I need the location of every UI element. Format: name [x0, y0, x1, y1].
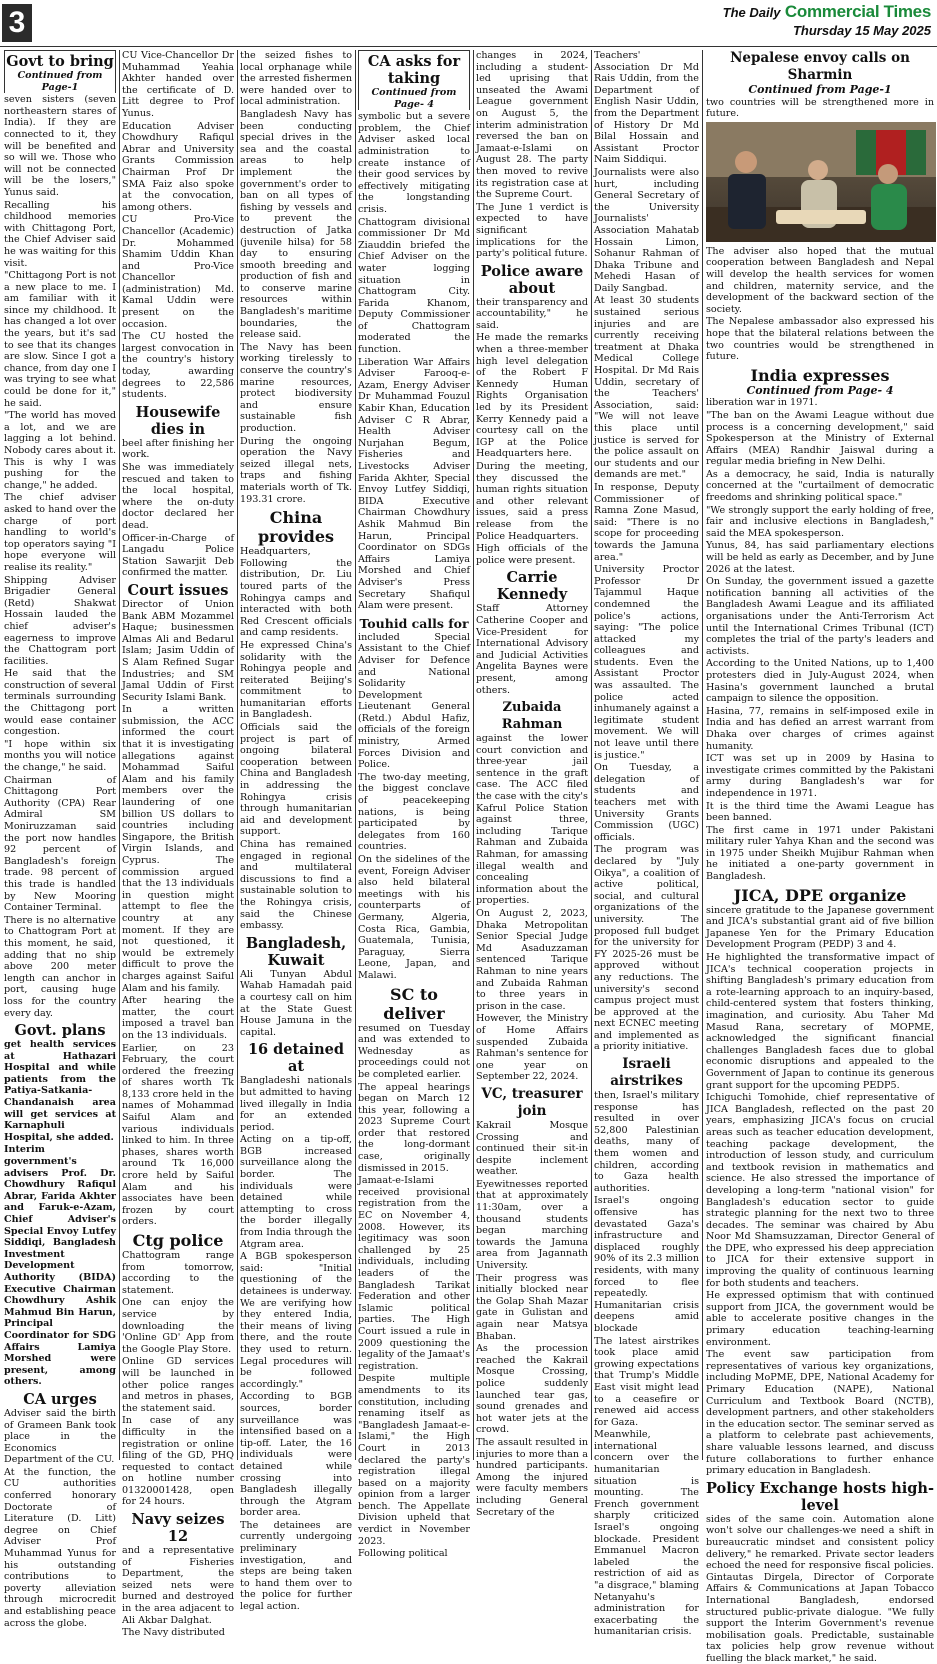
article-paragraph: sides of the same coin. Automation alone won't solve our challenges-we need a shift in bureaucratic mindset and consistent policy delivery," he remarked. Private sector leaders echoed the need for responsive fiscal policies. Gintautas Dirgela, Director of Corporate Affairs & Communications at Japan Tobacco International Bangladesh, endorsed structured public-private dialogue. "We fully support the Interim Government's revenue mobilisation goals. Predictable, sustainable tax policies help grow revenue without fuelling the black market," he said. — [706, 1513, 934, 1664]
article-nepalese-envoy-lead: two countries will be strengthened more in future. — [706, 96, 934, 120]
article-paragraph: The latest airstrikes took place amid growing expectations that Trump's Middle East visit might lead to a ceasefire or renewed aid access for Gaza. — [594, 1335, 699, 1428]
article-bangladesh-kuwait-body — [240, 969, 352, 1039]
article-paragraph: "The ban on the Awami League without due process is a concerning development," said Spokesperson at the Ministry of External Affairs (MEA) Randhir Jaiswal during a regular media briefing in New Delhi. — [706, 409, 934, 468]
article-paragraph: Officials said the project is part of ongoing bilateral cooperation between China and Bangladesh in addressing the Rohingya crisis through humanitarian aid and development support. — [240, 722, 352, 838]
article-paragraph: At the function, the CU authorities conferred honorary Doctorate of Literature (D. Litt) degree on Chief Adviser Prof Muhammad Yunus for his outstanding contributions to poverty alleviation through microcredit and establishing peace across the globe. — [4, 1466, 116, 1629]
column-rule — [591, 50, 592, 1460]
column-5 — [476, 50, 588, 1518]
article-paragraph: The event saw participation from representatives of various key organizations, including MoPME, DPE, National Academy for Primary Education (NAPE), National Curriculum and Textbook Board (NCTB), development partners, and other stakeholders in the education sector. The seminar served as a platform to celebrate past achievements, share valuable lessons learned, and discuss future collaborations to further enhance primary education in Bangladesh. — [706, 1349, 934, 1477]
article-vc-treasurer-join-cont-body — [594, 50, 699, 1053]
article-paragraph: One can enjoy the service by downloading the 'Online GD' App from the Google Play Store. — [122, 1297, 234, 1355]
headline-israeli-airstrikes: Israeli airstrikes — [610, 1056, 683, 1090]
article-paragraph: In a written submission, the ACC informed the court that it is investigating allegations against Mohammad Saiful Alam and his family members over the laundering of one billion US dollars to countries including Singapore, the British Virgin Islands, and Cyprus. The commission argued that the 13 individuals in question might attempt to flee the country at any moment. If they are not questioned, it would be extremely difficult to prove the charges against Saiful Alam and his family. — [122, 704, 234, 994]
article-zubaida-rahman-body — [476, 733, 588, 1083]
headline-bangladesh-kuwait: Bangladesh, Kuwait — [245, 934, 347, 969]
article-paragraph: against the lower court conviction and three-year jail sentence in the graft case. The ACC filed the case with the city's Kafrul Police Station against three, including Tarique Rahman and Zubaida Rahman, for amassing illegal wealth and concealing information about the properties. — [476, 733, 588, 907]
article-paragraph: "The world has moved a lot, and we are lagging a lot behind. Nobody cares about it. This is why I was pushing for the change," he added. — [4, 410, 116, 491]
article-paragraph: He made the remarks when a three-member high level delegation of the Robert F Kennedy Human Rights Organisation led by its President Kerry Kennedy paid a courtesy call on the IGP at the Police Headquarters here. — [476, 332, 588, 460]
article-16-detained-body — [240, 1075, 352, 1612]
article-housewife-dies-body — [122, 438, 234, 579]
column-3 — [240, 50, 352, 1613]
article-paragraph: Earlier, on 23 February, the court ordered the freezing of shares worth Tk 8,133 crore held in the names of Mohammad Saiful Alam and various individuals linked to him. In three phases, shares worth around Tk 16,000 crore held by Saiful Alam and his associates have been frozen by court orders. — [122, 1042, 234, 1228]
article-paragraph: Chattogram range from tomorrow, according to the statement. — [122, 1250, 234, 1296]
article-paragraph: included Special Assistant to the Chief Adviser for Defence and National Solidarity Development Lieutenant General (Retd.) Abdul Hafiz, officials of the foreign ministry, Armed Forces Division and Police. — [358, 631, 470, 771]
continued-label: Continued from Page-1 — [17, 70, 103, 93]
article-paragraph: seven sisters (seven northeastern stares of India). If they are connected to it, they will be benefited and so will we. Those who will not be connected will be the losers," Yunus said. — [4, 94, 116, 198]
article-paragraph: He expressed optimism that with continued support from JICA, the government would be able to accelerate positive changes in the primary education teaching-learning environment. — [706, 1290, 934, 1348]
article-paragraph: According to the United Nations, up to 1,400 protesters died in July-August 2024, when Hasina's government launched a brutal campaign to silence the opposition. — [706, 658, 934, 705]
headline-zubaida-rahman: Zubaida Rahman — [501, 700, 563, 733]
article-ctg-police-body — [122, 1250, 234, 1508]
article-paragraph: At least 30 students sustained serious injuries and are currently receiving treatment at Dhaka Medical College Hospital. Dr Md Rais Uddin, secretary of the Teachers' Association, said: "We will not leave this place until justice is served for the police assault on our students and our demands are met." — [594, 295, 699, 481]
article-paragraph: According to BGB sources, border surveillance was intensified based on a tip-off. Later, the 16 individuals were detained while crossing into Bangladesh illegally through the Atgram border area. — [240, 1391, 352, 1519]
article-paragraph: On Tuesday, a delegation of students and teachers met with University Grants Commission (UGC) officials. — [594, 762, 699, 843]
article-paragraph: Yunus, 84, has said parliamentary elections will be held as early as December, and by June 2026 at the latest. — [706, 540, 934, 575]
headline-ca-urges: CA urges — [23, 1390, 97, 1408]
headline-jica-dpe: JICA, DPE organize — [733, 885, 907, 905]
article-sc-to-deliver-cont-body — [476, 50, 588, 260]
page-number: 3 — [2, 4, 32, 42]
article-paragraph: Staff Attorney Catherine Cooper and Vice-President for International Advisory and Judicial Activities Angelita Baynes were present, among others. — [476, 603, 588, 696]
article-paragraph: On August 2, 2023, Dhaka Metropolitan Senior Special Judge Md Asaduzzaman sentenced Tarique Rahman to nine years and Zubaida Rahman to three years in prison in the case. — [476, 908, 588, 1012]
article-paragraph: Headquarters, Following the distribution, Dr. Liu toured parts of the Rohingya camps and interacted with both Red Crescent officials and camp residents. — [240, 546, 352, 639]
column-rule — [355, 50, 356, 1460]
article-paragraph: He highlighted the transformative impact of JICA's technical cooperation projects in shifting Bangladesh's primary education from a rote-learning approach to an inquiry-based, child-centered system that fosters thinking, imagination, and curiosity. Abu Taher Md Masud Rana, secretary of MOPME, acknowledged the significant financial challenges Bangladesh faces due to global economic disruptions and appealed to the Government of Japan to continue its generous grant support for the upcoming PEDP5. — [706, 952, 934, 1091]
article-paragraph: the seized fishes to local orphanage while the arrested fishermen were handed over to local administration. — [240, 50, 352, 108]
article-paragraph: symbolic but a severe problem, the Chief Adviser asked local administration to create instance of their good services by effectively mitigating the longstanding crisis. — [358, 111, 470, 215]
article-paragraph: Ali Tunyan Abdul Wahab Hamadah paid a courtesy call on him at the State Guest House Jamuna in the capital. — [240, 968, 352, 1038]
article-paragraph: CU Vice-Chancellor Dr Muhammad Yeahia Akhter handed over the certificate of D. Litt degree to Prof Yunus. — [122, 50, 234, 119]
article-paragraph: get health services at Hathazari Hospital and while patients from the Patiya-Satkania-Chandanaish area will get services at Karnaphuli Hospital, she added. — [4, 1039, 116, 1143]
headline-ca-asks: CA asks for taking — [367, 53, 461, 87]
article-paragraph: Their progress was initially blocked near the Golap Shah Mazar gate in Gulistan and again near Matsya Bhaban. — [476, 1272, 588, 1342]
article-ca-urges-body — [4, 1408, 116, 1629]
headline-housewife-dies: Housewife dies in — [135, 403, 221, 438]
headline-court-issues: Court issues — [127, 581, 229, 599]
article-paragraph: The detainees are currently undergoing preliminary investigation, and steps are being taken to hand them over to the police for further legal action. — [240, 1519, 352, 1613]
article-paragraph: Recalling his childhood memories with Chittagong Port, the Chief Adviser said he was waiting for this visit. — [4, 199, 116, 269]
headline-sc-to-deliver: SC to deliver — [383, 984, 445, 1023]
article-paragraph: During the ongoing operation the Navy seized illegal nets, traps and fishing materials worth of Tk. 193.31 crore. — [240, 435, 352, 505]
article-paragraph: He expressed China's solidarity with the Rohingya people and reiterated Beijing's commitment to humanitarian efforts in Bangladesh. — [240, 639, 352, 721]
article-paragraph: Adviser said the birth of Grameen Bank took place in the Economics Department of the CU. — [4, 1407, 116, 1466]
headline-touhid-calls: Touhid calls for — [359, 615, 469, 631]
article-paragraph: China has remained engaged in regional and multilateral discussions to find a sustainable solution to the Rohingya crisis, said the Chinese embassy. — [240, 839, 352, 932]
headline-india-expresses: India expresses — [750, 365, 890, 385]
column-rule — [473, 50, 474, 1460]
article-sc-to-deliver-body — [358, 1023, 470, 1560]
article-ca-asks-head — [358, 50, 470, 110]
article-nepalese-envoy-body — [706, 246, 934, 363]
article-paragraph: The CU hosted the largest convocation in the country's history today, awarding degrees to 22,586 students. — [122, 331, 234, 401]
article-paragraph: then, Israel's military response has resulted in over 52,800 Palestinian deaths, many of them women and children, according to Gaza health authorities. — [594, 1090, 699, 1194]
column-rule — [119, 50, 120, 1460]
article-paragraph: The program was declared by "July Oikya", a coalition of active political, social, and cultural organizations of the university. The proposed full budget for the university for FY 2025-26 must be approved without any reductions. The university's second campus project must be approved at the next ECNEC meeting and implemented as a priority initiative. — [594, 844, 699, 1053]
article-police-aware-body — [476, 297, 588, 567]
article-israeli-airstrikes-body — [594, 1090, 699, 1638]
headline-govt-plans: Govt. plans — [14, 1022, 106, 1040]
article-paragraph: sincere gratitude to the Japanese government and JICA's substantial grant aid of five billion Japanese Yen for the Primary Education Development Program (PEDP) 3 and 4. — [706, 904, 934, 951]
article-paragraph: The chief adviser asked to hand over the charge of port handling to world's top operators saying "I hope everyone will realise its reality." — [4, 492, 116, 573]
article-paragraph: There is no alternative to Chattogram Port at this moment, he said, adding that no ship above 200 meter length can anchor in port, causing huge loss for the country every day. — [4, 914, 116, 1019]
article-paragraph: Bangladesh Navy has been conducting special drives in the sea and the coastal areas to help implement the government's order to ban on all types of fishing by vessels and to prevent the destruction of Jatka (juvenile hilsa) for 58 day to ensuring smooth breeding and production of fish and to conserve marine resources within Bangladesh's maritime boundaries, the release said. — [240, 108, 352, 341]
article-paragraph: "I hope within six months you will notice the change," he said. — [4, 738, 116, 774]
article-paragraph: The Navy has been working tirelessly to conserve the country's marine resources, protect biodiversity and ensure sustainable fish production. — [240, 341, 352, 434]
article-paragraph: "We strongly support the early holding of free, fair and inclusive elections in Bangladesh," said the MEA spokesperson. — [706, 504, 934, 539]
article-paragraph: High officials of the police were present. — [476, 543, 588, 566]
column-6 — [594, 50, 699, 1638]
article-paragraph: The adviser also hoped that the mutual cooperation between Bangladesh and Nepal will develop the health services for women and children, maternity service, and the development of the backward section of the society. — [706, 245, 934, 315]
column-rule — [237, 50, 238, 1460]
article-paragraph: resumed on Tuesday and was extended to Wednesday as proceedings could not be completed earlier. — [358, 1022, 470, 1080]
article-paragraph: The Navy distributed — [122, 1627, 225, 1639]
headline-china-provides: China provides — [257, 508, 335, 547]
article-paragraph: The appeal hearings began on March 12 this year, following a 2023 Supreme Court order that restored the long-dormant case, originally dismissed in 2015. — [358, 1081, 470, 1174]
column-rule — [702, 50, 703, 1460]
article-paragraph: their transparency and accountability," he said. — [476, 296, 588, 331]
article-paragraph: The two-day meeting, the biggest conclave of peacekeeping nations, is being participated by delegates from 160 countries. — [358, 771, 470, 853]
headline-16-detained: 16 detained at — [247, 1041, 345, 1076]
article-paragraph: "Chittagong Port is not a new place to me. I am familiar with it since my childhood. It has changed a lot over the years, but it's sad to see that its changes are slow. Since I got a chance, from day one I was trying to see what could be done for it," he said. — [4, 270, 116, 409]
article-paragraph: She was immediately rescued and taken to the local hospital, where the on-duty doctor declared her dead. — [122, 462, 234, 531]
article-paragraph: As a democracy, he said, India is naturally concerned at the "curtailment of democratic freedoms and shrinking political space." — [706, 468, 934, 504]
article-india-expresses-body — [706, 397, 934, 882]
article-paragraph: In response, Deputy Commissioner of Ramna Zone Masud, said: "There is no scope for proceeding towards the Jamuna area." — [594, 481, 699, 563]
article-paragraph: ICT was set up in 2009 by Hasina to investigate crimes committed by the Pakistani army during Bangladesh's war for independence in 1971. — [706, 753, 934, 799]
page-header — [0, 0, 937, 47]
article-paragraph: The assault resulted in injuries to more than a hundred participants. Among the injured were faculty members including General Secretary of the — [476, 1436, 588, 1518]
continued-label: Continued from Page- 4 — [371, 87, 457, 110]
article-paragraph: He said that the construction of several terminals surrounding the Chittagong port would ease container congestion. — [4, 668, 116, 738]
continued-label: Continued from Page- 4 — [746, 383, 894, 397]
article-paragraph: changes in 2024, including a student-led uprising that unseated the Awami League government on August 5, the interim administration reversed the ban on Jamaat-e-Islami on August 28. The party then moved to revive its registration case at the Supreme Court. — [476, 50, 588, 201]
article-govt-plans-body — [4, 1039, 116, 1388]
article-govt-to-bring-body — [4, 94, 116, 1019]
article-paragraph: On the sidelines of the event, Foreign Adviser also held bilateral meetings with his counterparts of Germany, Algeria, Costa Rica, Gambia, Guatemala, Tunisia, Paraguay, Sierra Leone, Japan, and Malawi. — [358, 854, 470, 981]
article-paragraph: During the meeting, they discussed the human rights situation and other relevant issues, said a press release from the Police Headquarters. — [476, 461, 588, 542]
article-ca-asks-body — [358, 111, 470, 612]
article-paragraph: Journalists were also hurt, including General Secretary of the University Journalists' Association Mahatab Hossain Limon, Sohanur Rahman of Dhaka Tribune and Mehedi Hasan of Daily Sangbad. — [594, 166, 699, 294]
headline-navy-seizes: Navy seizes 12 — [131, 1511, 225, 1546]
issue-date: Thursday 15 May 2025 — [792, 23, 931, 38]
article-paragraph: Hasina, 77, remains in self-imposed exile in India and has defied an arrest warrant from Dhaka over charges of crimes against humanity. — [706, 705, 934, 752]
article-paragraph: Director of Union Bank ABM Mozammel Haque; businessmen Almas Ali and Bedarul Islam; Jasim Uddin of S Alam Refined Sugar Industries; and SM Jamal Uddin of First Security Islami Bank. — [122, 598, 234, 703]
article-paragraph: On Sunday, the government issued a gazette notification banning all activities of the Bangladesh Awami League and its affiliated organisations under the Anti-Terrorism Act until the International Crimes Tribunal (ICT) completes the trial of the party's leaders and activists. — [706, 576, 934, 657]
article-ca-urges-cont-body — [122, 50, 234, 401]
article-paragraph: Following political — [358, 1548, 448, 1560]
article-paragraph: and a representative of Fisheries Department, the seized nets were burned and destroyed in the area adjacent to Ali Akbar Dalghat. — [122, 1545, 234, 1626]
article-paragraph: However, the Ministry of Home Affairs suspended Zubaida Rahman's sentence for one year on September 22, 2024. — [476, 1013, 588, 1083]
article-paragraph: Jamaat-e-Islami received provisional registration from the EC on November 4, 2008. However, its legitimacy was soon challenged by 25 individuals, including leaders of the Bangladesh Tarikat Federation and other Islamic political parties. The High Court issued a rule in 2009 questioning the legality of the Jamaat's registration. — [358, 1175, 470, 1372]
masthead-the-daily: The Daily — [722, 5, 781, 20]
article-paragraph: Meanwhile, international concern over the humanitarian situation is mounting. The French government sharply criticized Israel's ongoing blockade. President Emmanuel Macron labeled the restriction of aid as "a disgrace," blaming Netanyahu's administration for exacerbating the humanitarian crisis. — [594, 1429, 699, 1638]
article-paragraph: Israel's ongoing offensive has devastated Gaza's infrastructure and displaced roughly 90% of its 2.3 million residents, with many forced to flee repeatedly. Humanitarian crisis deepens amid blockade — [594, 1195, 699, 1334]
headline-vc-treasurer-join: VC, treasurer join — [481, 1085, 583, 1119]
article-paragraph: The June 1 verdict is expected to have significant implications for the party's political future. — [476, 201, 588, 260]
article-paragraph: CU Pro-Vice Chancellor (Academic) Dr. Mohammed Shamim Uddin Khan and Pro-Vice Chancellor (administration) Md. Kamal Uddin were present on the occasion. — [122, 214, 234, 330]
column-7 — [706, 50, 934, 1664]
column-1 — [4, 50, 116, 1629]
article-carrie-kennedy-body — [476, 603, 588, 696]
masthead-brand: Commercial Times — [784, 2, 931, 21]
article-paragraph: In case of any difficulty in the registration or online filing of the GD, PHQ requested to contact on hotline number 01320001428, open for 24 hours. — [122, 1415, 234, 1508]
article-policy-exchange-body — [706, 1514, 934, 1664]
article-paragraph: liberation war in 1971. — [706, 397, 818, 409]
article-jica-dpe-body — [706, 905, 934, 1477]
headline-policy-exchange: Policy Exchange hosts high-level — [706, 1479, 934, 1514]
article-paragraph: A BGB spokesperson said: "Initial questioning of the detainees is underway. We are verifying how they entered India, their means of living there, and the route they used to return. Legal procedures will be followed accordingly." — [240, 1251, 352, 1390]
article-paragraph: After hearing the matter, the court imposed a travel ban on the 13 individuals. — [122, 995, 234, 1041]
article-paragraph: Despite multiple amendments to its constitution, including renaming itself as "Bangladesh Jamaat-e-Islami," the High Court in 2013 declared the party's registration illegal based on a majority opinion from a larger bench. The Appellate Division upheld that verdict in November 2023. — [358, 1373, 470, 1547]
headline-govt-to-bring: Govt to bring — [6, 53, 114, 70]
article-paragraph: Interim government's advisers Prof. Dr. Chowdhury Rafiqul Abrar, Farida Akhter and Faruk-e-Azam, Chief Adviser's Special Envoy Lutfey Siddiqi, Bangladesh Investment Development Authority (BIDA) Executive Chairman Chowdhury Ashik Mahmud Bin Harun, Principal Coordinator for SDG Affairs Lamiya Morshed were present, among others. — [4, 1144, 116, 1388]
article-paragraph: Shipping Adviser Brigadier General (Retd) Shakwat Hossain lauded the chief adviser's eagerness to improve the Chattogram port facilities. — [4, 574, 116, 667]
article-navy-seizes-cont-body — [240, 50, 352, 505]
article-china-provides-body — [240, 546, 352, 932]
article-paragraph: Bangladeshi nationals but admitted to having lived illegally in India for an extended period. — [240, 1075, 352, 1133]
headline-police-aware: Police aware about — [480, 262, 584, 297]
article-govt-to-bring-head — [4, 50, 116, 93]
article-paragraph: The Nepalese ambassador also expressed his hope that the bilateral relations between the two countries would be strengthened in future. — [706, 316, 934, 363]
article-navy-seizes-body — [122, 1545, 234, 1639]
article-paragraph: beel after finishing her work. — [122, 437, 234, 461]
continued-label: Continued from Page-1 — [748, 83, 892, 96]
article-paragraph: Ichiguchi Tomohide, chief representative of JICA Bangladesh, reflected on the past 20 years, emphasizing JICA's focus on crucial areas such as teacher education development, teaching package development, the introduction of lesson study, and curriculum and textbook revision in mathematics and science. He also stressed the importance of developing a long-term "national vision" for Bangladesh's education sector to guide strategic planning for the next two to three decades. The seminar was chaired by Abu Noor Md Shamsuzzaman, Director General of the DPE, who expressed his deep appreciation to JICA for their extensive support in improving the quality of continuous learning for both students and teachers. — [706, 1092, 934, 1289]
headline-nepalese-envoy: Nepalese envoy calls on Sharmin — [730, 50, 910, 83]
photo-illustration — [706, 122, 936, 242]
article-paragraph: Liberation War Affairs Adviser Farooq-e-Azam, Energy Adviser Dr Muhammad Fouzul Kabir Khan, Education Adviser C R Abrar, Health Adviser Nurjahan Begum, Fisheries and Livestocks Adviser Farida Akhter, Special Envoy Lutfey Siddiqi, BIDA Executive Chairman Chowdhury Ashik Mahmud Bin Harun, Principal Coordinator on SDGs Affairs Lamiya Morshed and Chief Adviser's Press Secretary Shafiqul Alam were present. — [358, 356, 470, 612]
article-paragraph: Teachers' Association Dr Md Rais Uddin, from the Department of English Nasir Uddin, from the Department of History Dr Md Bilal Hossain and Assistant Proctor Naim Siddiqui. — [594, 50, 699, 166]
headline-carrie-kennedy: Carrie Kennedy — [496, 569, 568, 604]
article-paragraph: Education Adviser Chowdhury Rafiqul Abrar and University Grants Commission Chairman Prof Dr SMA Faiz also spoke at the convocation, among others. — [122, 120, 234, 213]
masthead — [723, 2, 931, 38]
article-paragraph: Chattogram divisional commissioner Dr Md Ziauddin briefed the Chief Adviser on the water logging situation in Chattogram City. Farida Khanom, Deputy Commissioner of Chattogram moderated the function. — [358, 216, 470, 356]
article-paragraph: University Proctor Professor Dr Tajammul Haque condemned the police's actions, saying: "The police attacked my colleagues and students. Even the Assistant Proctor was assaulted. The police acted inhumanely against a legitimate student movement. We will not leave until there is justice." — [594, 564, 699, 761]
headline-ctg-police: Ctg police — [132, 1231, 224, 1250]
article-paragraph: It is the third time the Awami League has been banned. — [706, 800, 934, 824]
article-paragraph: Eyewitnesses reported that at approximately 11:30am, over a thousand students began marching towards the Jamuna area from Jagannath University. — [476, 1178, 588, 1272]
article-paragraph: Officer-in-Charge of Langadu Police Station Sawarjit Deb confirmed the matter. — [122, 532, 234, 579]
article-paragraph: Online GD services will be launched in other police ranges and metros in phases, the statement said. — [122, 1356, 234, 1414]
article-paragraph: As the procession reached the Kakrail Mosque Crossing, police suddenly launched tear gas, sound grenades and hot water jets at the crowd. — [476, 1343, 588, 1436]
article-court-issues-body — [122, 599, 234, 1228]
column-4 — [358, 50, 470, 1560]
article-touhid-calls-body — [358, 632, 470, 982]
article-paragraph: Acting on a tip-off, BGB increased surveillance along the border. The individuals were detained while attempting to cross the border illegally from India through the Atgram area. — [240, 1134, 352, 1250]
article-paragraph: Kakrail Mosque Crossing and continued their sit-in despite inclement weather. — [476, 1119, 588, 1178]
article-paragraph: Chairman of Chittagong Port Authority (CPA) Rear Admiral SM Moniruzzaman said the port now handles 92 percent of Bangladesh's foreign trade. 98 percent of this trade is handled by New Mooring Container Terminal. — [4, 774, 116, 914]
news-photo-envoy-meeting — [706, 122, 936, 242]
article-paragraph: The first came in 1971 under Pakistani military ruler Yahya Khan and the second was in 1975 under Sheikh Mujibur Rahman when he initiated a one-party government in Bangladesh. — [706, 824, 934, 883]
article-vc-treasurer-join-body — [476, 1120, 588, 1518]
column-2 — [122, 50, 234, 1639]
